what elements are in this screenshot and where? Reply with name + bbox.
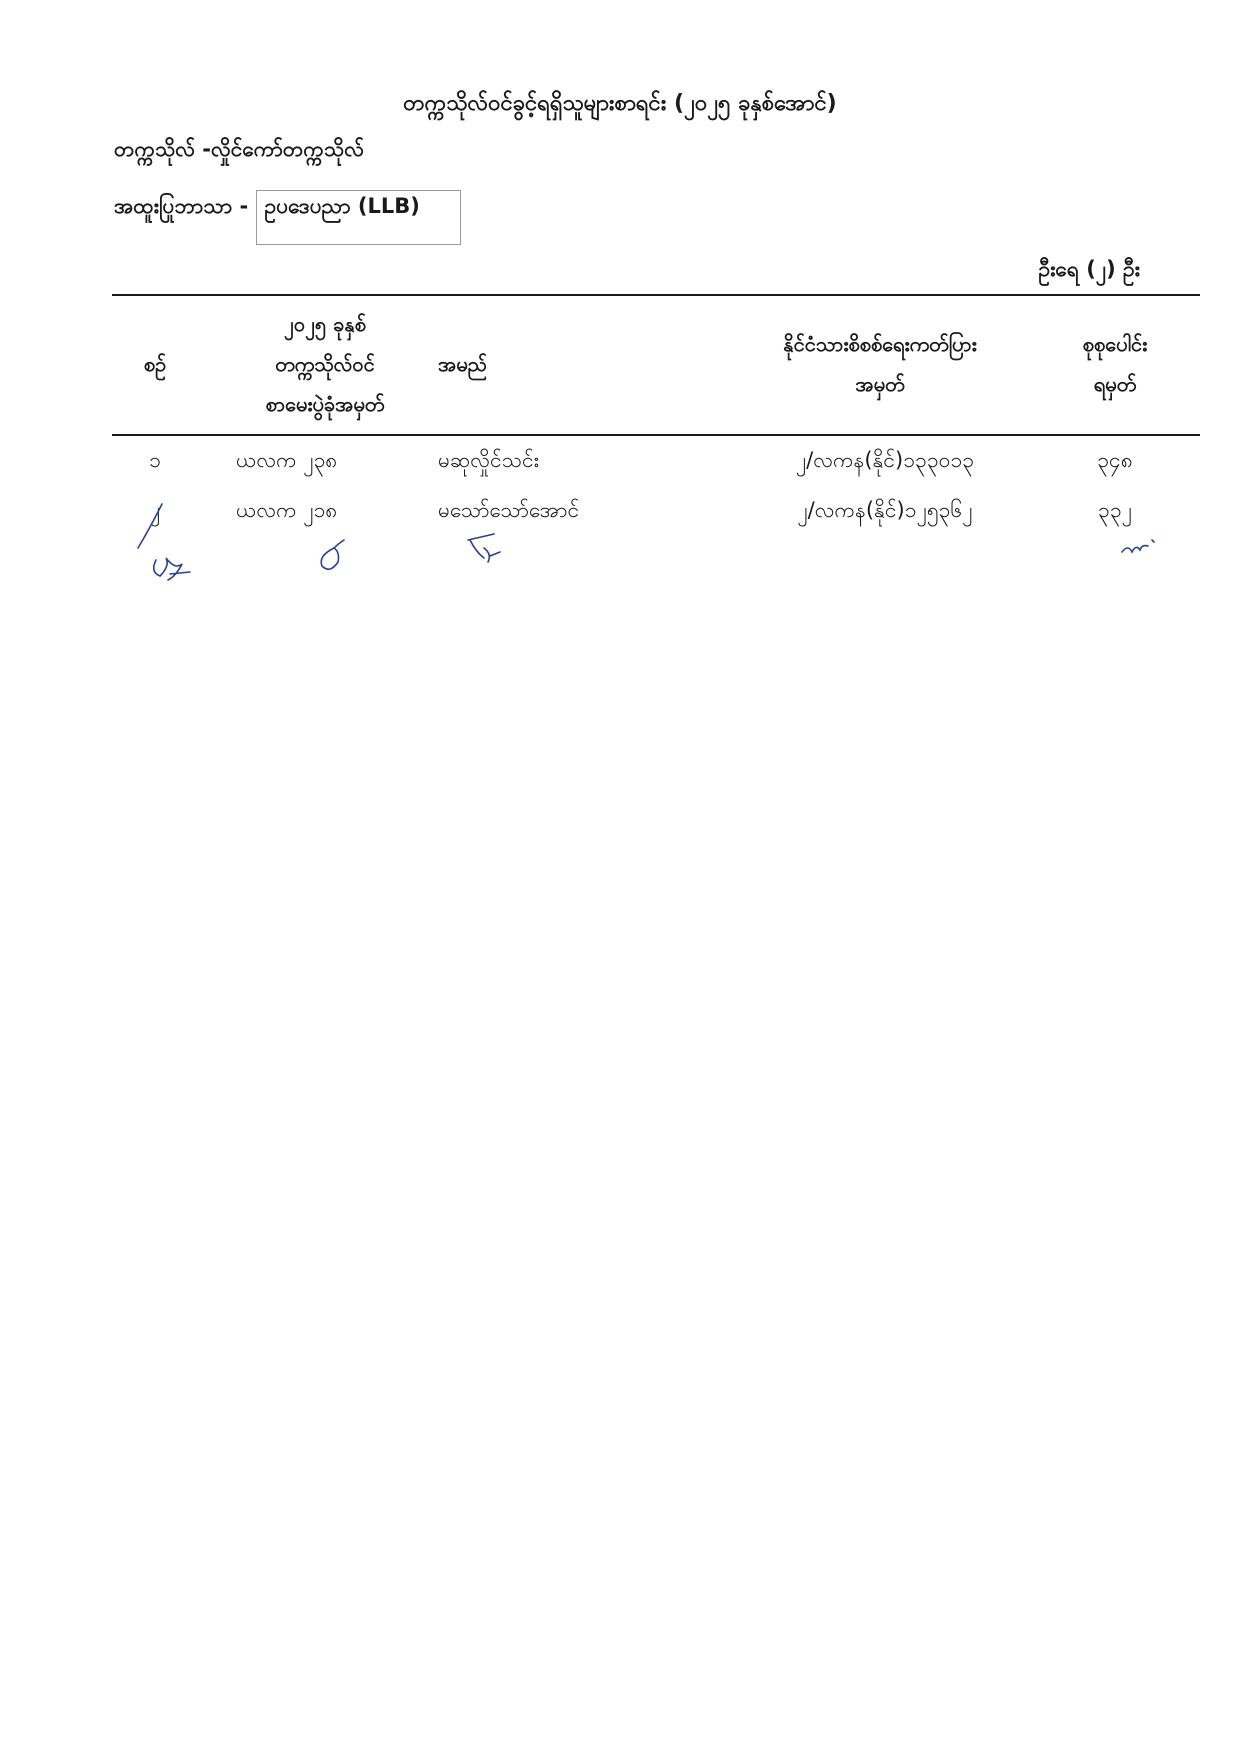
row-exam-number: ယလက ၂၁၈ [236,498,338,522]
header-nrc-line-1: နိုင်ငံသားစိစစ်ရေးကတ်ပြား [783,332,977,356]
university-line [114,136,364,167]
row-score: ၃၃၂ [1098,498,1132,522]
signature-stroke [1122,540,1154,552]
subject-value-box [256,190,461,245]
header-serial [120,300,190,428]
table-top-rule [112,294,1200,296]
table-row [0,440,1240,490]
subject-label: အထူးပြုဘာသာ - [114,194,249,218]
row-name: မဆုလှိုင်သင်း [438,448,539,472]
header-exam-line-1: ၂၀၂၅ ခုနှစ် [284,312,366,336]
header-score-line-1: စုစုပေါင်း [1082,332,1148,356]
row-nrc: ၂/လကန(နိုင်)၁၃၃၀၁၃ [795,448,975,472]
header-score [1040,300,1190,428]
header-name [438,300,638,428]
header-exam-line-2: တက္ကသိုလ်ဝင် [275,352,375,376]
university-label: တက္ကသိုလ် - [114,137,212,161]
signature-stroke [321,540,344,569]
row-name: မသော်သော်အောင် [438,498,580,522]
row-exam-number: ယလက ၂၃၈ [236,448,338,472]
subject-value: ဥပဒေပညာ (LLB) [264,194,420,218]
header-score-line-2: ရမှတ် [1093,372,1137,396]
header-name-text: အမည် [438,352,488,376]
university-value: လှိုင်ကော်တက္ကသိုလ် [211,137,364,161]
row-nrc: ၂/လကန(နိုင်)၁၂၅၃၆၂ [797,498,973,522]
row-score: ၃၄၈ [1097,448,1133,472]
header-serial-text: စဉ် [143,352,167,376]
headcount: ဦးရေ (၂) ဦး [1038,257,1140,281]
header-nrc [710,300,1050,428]
document-title: တက္ကသိုလ်ဝင်ခွင့်ရရှိသူများစာရင်း (၂၀၂၅ ခုနှစ်အောင်) [403,91,837,116]
row-serial: ၂ [149,498,161,522]
row-serial: ၁ [149,448,161,472]
header-exam-number [210,300,440,428]
table-header-rule [112,434,1200,436]
subject-line [114,190,461,245]
header-exam-line-3: စာမေးပွဲခုံအမှတ် [265,392,385,416]
header-nrc-line-2: အမှတ် [855,372,905,396]
table-row [0,490,1240,540]
signature-stroke [154,558,190,580]
